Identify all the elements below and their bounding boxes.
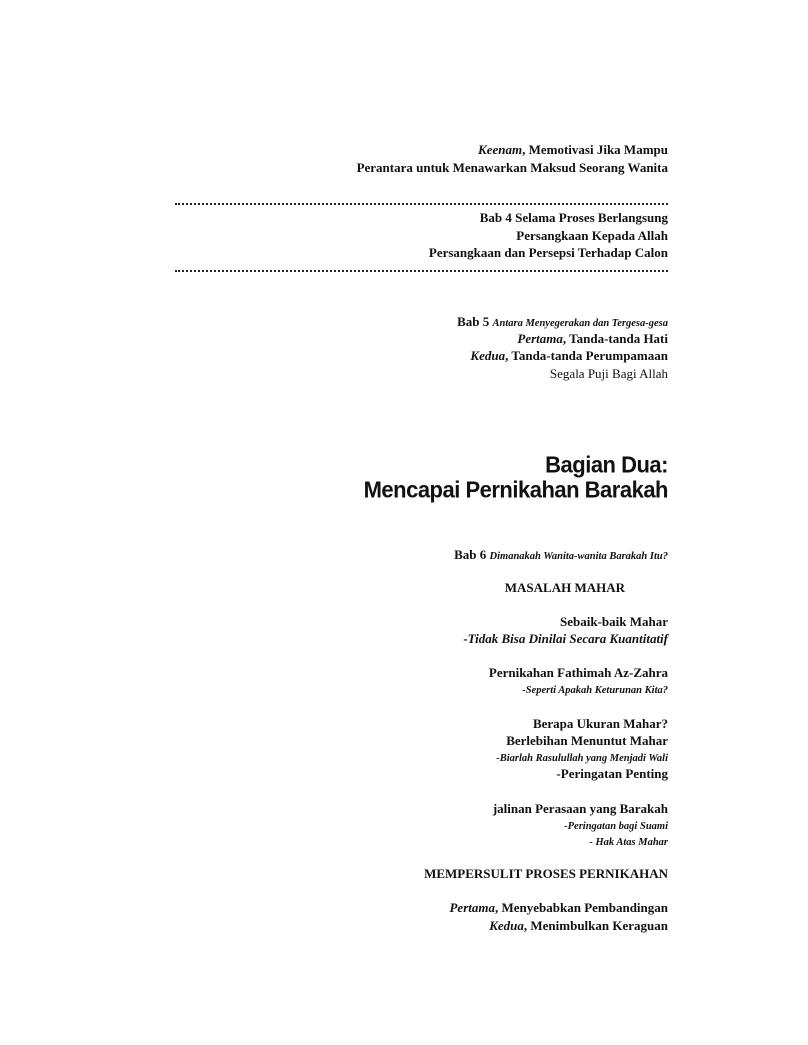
- chapter-title: Dimanakah Wanita-wanita Barakah Itu?: [489, 551, 668, 562]
- toc-entry-berlebihan: Berlebihan Menuntut Mahar: [506, 733, 668, 748]
- toc-entry-bab6: [454, 547, 668, 565]
- toc-entry-fathimah: Pernikahan Fathimah Az-Zahra: [488, 665, 668, 680]
- toc-subentry-hak-atas: - Hak Atas Mahar: [589, 837, 668, 848]
- toc-entry-berapa-ukuran: Berapa Ukuran Mahar?: [532, 716, 668, 731]
- toc-subentry-seperti-apakah: -Seperti Apakah Keturunan Kita?: [522, 685, 668, 696]
- entry-text: , Memotivasi Jika Mampu: [522, 142, 668, 157]
- entry-label: Keenam: [478, 142, 523, 157]
- toc-entry-sebaik-baik: Sebaik-baik Mahar: [560, 614, 668, 629]
- chapter-title: Antara Menyegerakan dan Tergesa-gesa: [492, 318, 668, 329]
- toc-entry-kedua-perumpamaan: [470, 348, 668, 364]
- toc-entry-bab4: Bab 4 Selama Proses Berlangsung: [479, 210, 668, 225]
- toc-entry-perantara: Perantara untuk Menawarkan Maksud Seorang Wanita: [356, 160, 668, 175]
- toc-entry-bab5: [457, 314, 668, 332]
- dotted-divider: [175, 203, 668, 205]
- part-heading-line2: Mencapai Pernikahan Barakah: [363, 476, 668, 503]
- toc-subentry-peringatan-penting: -Peringatan Penting: [556, 766, 668, 781]
- toc-entry-keenam: [478, 142, 668, 158]
- dotted-divider: [175, 270, 668, 272]
- toc-entry-kedua-keraguan: [489, 918, 668, 934]
- toc-subentry-tidak-bisa: -Tidak Bisa Dinilai Secara Kuantitatif: [463, 631, 668, 646]
- entry-text: , Menyebabkan Pembandingan: [494, 900, 668, 915]
- chapter-prefix: Bab 5: [457, 314, 493, 329]
- entry-label: Kedua: [489, 918, 524, 933]
- entry-label: Kedua: [470, 348, 506, 363]
- entry-text: , Tanda-tanda Perumpamaan: [505, 348, 668, 363]
- toc-entry-jalinan: jalinan Perasaan yang Barakah: [492, 801, 668, 816]
- section-heading-masalah-mahar: MASALAH MAHAR: [504, 580, 625, 595]
- section-heading-mempersulit: MEMPERSULIT PROSES PERNIKAHAN: [424, 866, 668, 881]
- entry-label: Pertama: [449, 900, 495, 915]
- entry-label: Pertama: [517, 331, 563, 346]
- entry-text: , Tanda-tanda Hati: [562, 331, 668, 346]
- toc-entry-pertama-hati: [517, 331, 668, 347]
- toc-entry-persangkaan-allah: Persangkaan Kepada Allah: [516, 228, 668, 243]
- toc-entry-persangkaan-calon: Persangkaan dan Persepsi Terhadap Calon: [428, 245, 668, 260]
- entry-text: , Menimbulkan Keraguan: [523, 918, 668, 933]
- chapter-prefix: Bab 6: [454, 547, 490, 562]
- toc-entry-segala-puji: Segala Puji Bagi Allah: [549, 366, 668, 381]
- part-heading-line1: Bagian Dua:: [545, 451, 668, 478]
- toc-subentry-biarlah: -Biarlah Rasulullah yang Menjadi Wali: [496, 753, 668, 764]
- toc-entry-pertama-pembandingan: [449, 900, 668, 916]
- toc-subentry-peringatan-suami: -Peringatan bagi Suami: [564, 821, 668, 832]
